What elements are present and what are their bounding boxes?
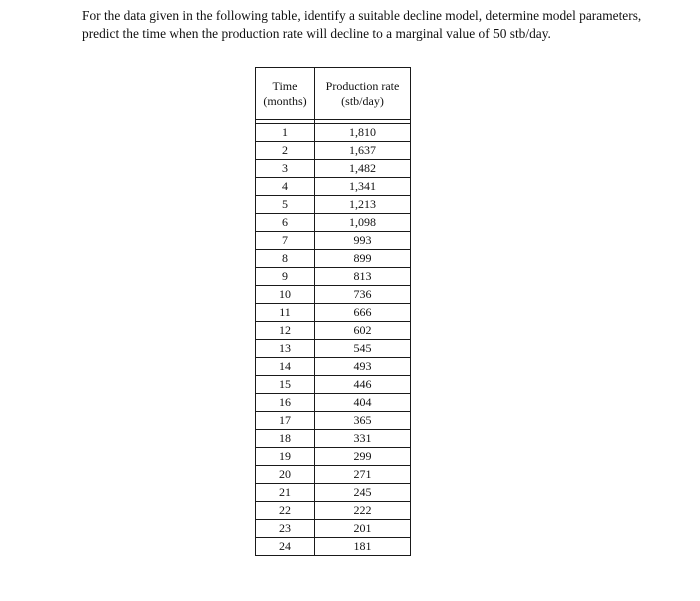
rate-cell: 813 [315, 268, 411, 286]
rate-cell: 493 [315, 358, 411, 376]
rate-cell: 181 [315, 538, 411, 556]
table-row [256, 304, 411, 322]
rate-cell: 201 [315, 520, 411, 538]
time-cell: 20 [256, 466, 315, 484]
time-cell: 7 [256, 232, 315, 250]
rate-cell: 602 [315, 322, 411, 340]
time-cell: 19 [256, 448, 315, 466]
table-row [256, 412, 411, 430]
rate-cell: 245 [315, 484, 411, 502]
rate-cell: 365 [315, 412, 411, 430]
time-header-line2: (months) [263, 93, 307, 108]
rate-cell: 271 [315, 466, 411, 484]
table-row [256, 232, 411, 250]
table-row [256, 124, 411, 142]
rate-column-header [315, 68, 411, 120]
rate-cell: 1,213 [315, 196, 411, 214]
time-cell: 10 [256, 286, 315, 304]
rate-cell: 331 [315, 430, 411, 448]
time-cell: 12 [256, 322, 315, 340]
time-cell: 6 [256, 214, 315, 232]
rate-cell: 666 [315, 304, 411, 322]
table-row [256, 160, 411, 178]
table-row [256, 286, 411, 304]
time-cell: 9 [256, 268, 315, 286]
rate-cell: 404 [315, 394, 411, 412]
time-cell: 14 [256, 358, 315, 376]
rate-cell: 736 [315, 286, 411, 304]
time-cell: 4 [256, 178, 315, 196]
table-row [256, 340, 411, 358]
time-cell: 3 [256, 160, 315, 178]
rate-cell: 545 [315, 340, 411, 358]
table-row [256, 196, 411, 214]
time-cell: 8 [256, 250, 315, 268]
table-row [256, 430, 411, 448]
rate-cell: 299 [315, 448, 411, 466]
table-row [256, 484, 411, 502]
production-data-table [255, 67, 411, 556]
rate-cell: 1,341 [315, 178, 411, 196]
table-row [256, 250, 411, 268]
time-cell: 23 [256, 520, 315, 538]
table-row [256, 538, 411, 556]
time-cell: 2 [256, 142, 315, 160]
time-header-line1: Time [272, 78, 298, 93]
time-cell: 5 [256, 196, 315, 214]
table-row [256, 394, 411, 412]
rate-cell: 899 [315, 250, 411, 268]
time-cell: 21 [256, 484, 315, 502]
time-cell: 24 [256, 538, 315, 556]
rate-cell: 993 [315, 232, 411, 250]
table-row [256, 466, 411, 484]
time-cell: 11 [256, 304, 315, 322]
table-row [256, 214, 411, 232]
time-cell: 13 [256, 340, 315, 358]
table-row [256, 268, 411, 286]
question-text: For the data given in the following table, identify a suitable decline model, determine model parameters, predict the time when the production rate will decline to a marginal value of 50 stb/day. [82, 8, 642, 41]
rate-cell: 222 [315, 502, 411, 520]
rate-cell: 1,810 [315, 124, 411, 142]
table-row [256, 142, 411, 160]
table-row [256, 448, 411, 466]
time-cell: 15 [256, 376, 315, 394]
table-row [256, 322, 411, 340]
table-body [256, 124, 411, 556]
table-row [256, 520, 411, 538]
table-header-row [256, 68, 411, 120]
rate-header-line2: (stb/day) [341, 93, 384, 108]
rate-header-line1: Production rate [325, 78, 400, 93]
time-cell: 22 [256, 502, 315, 520]
table-row [256, 178, 411, 196]
time-column-header [256, 68, 315, 120]
time-cell: 16 [256, 394, 315, 412]
time-cell: 17 [256, 412, 315, 430]
table-row [256, 502, 411, 520]
time-cell: 1 [256, 124, 315, 142]
rate-cell: 1,637 [315, 142, 411, 160]
time-cell: 18 [256, 430, 315, 448]
rate-cell: 446 [315, 376, 411, 394]
table-row [256, 358, 411, 376]
rate-cell: 1,098 [315, 214, 411, 232]
table-row [256, 376, 411, 394]
rate-cell: 1,482 [315, 160, 411, 178]
